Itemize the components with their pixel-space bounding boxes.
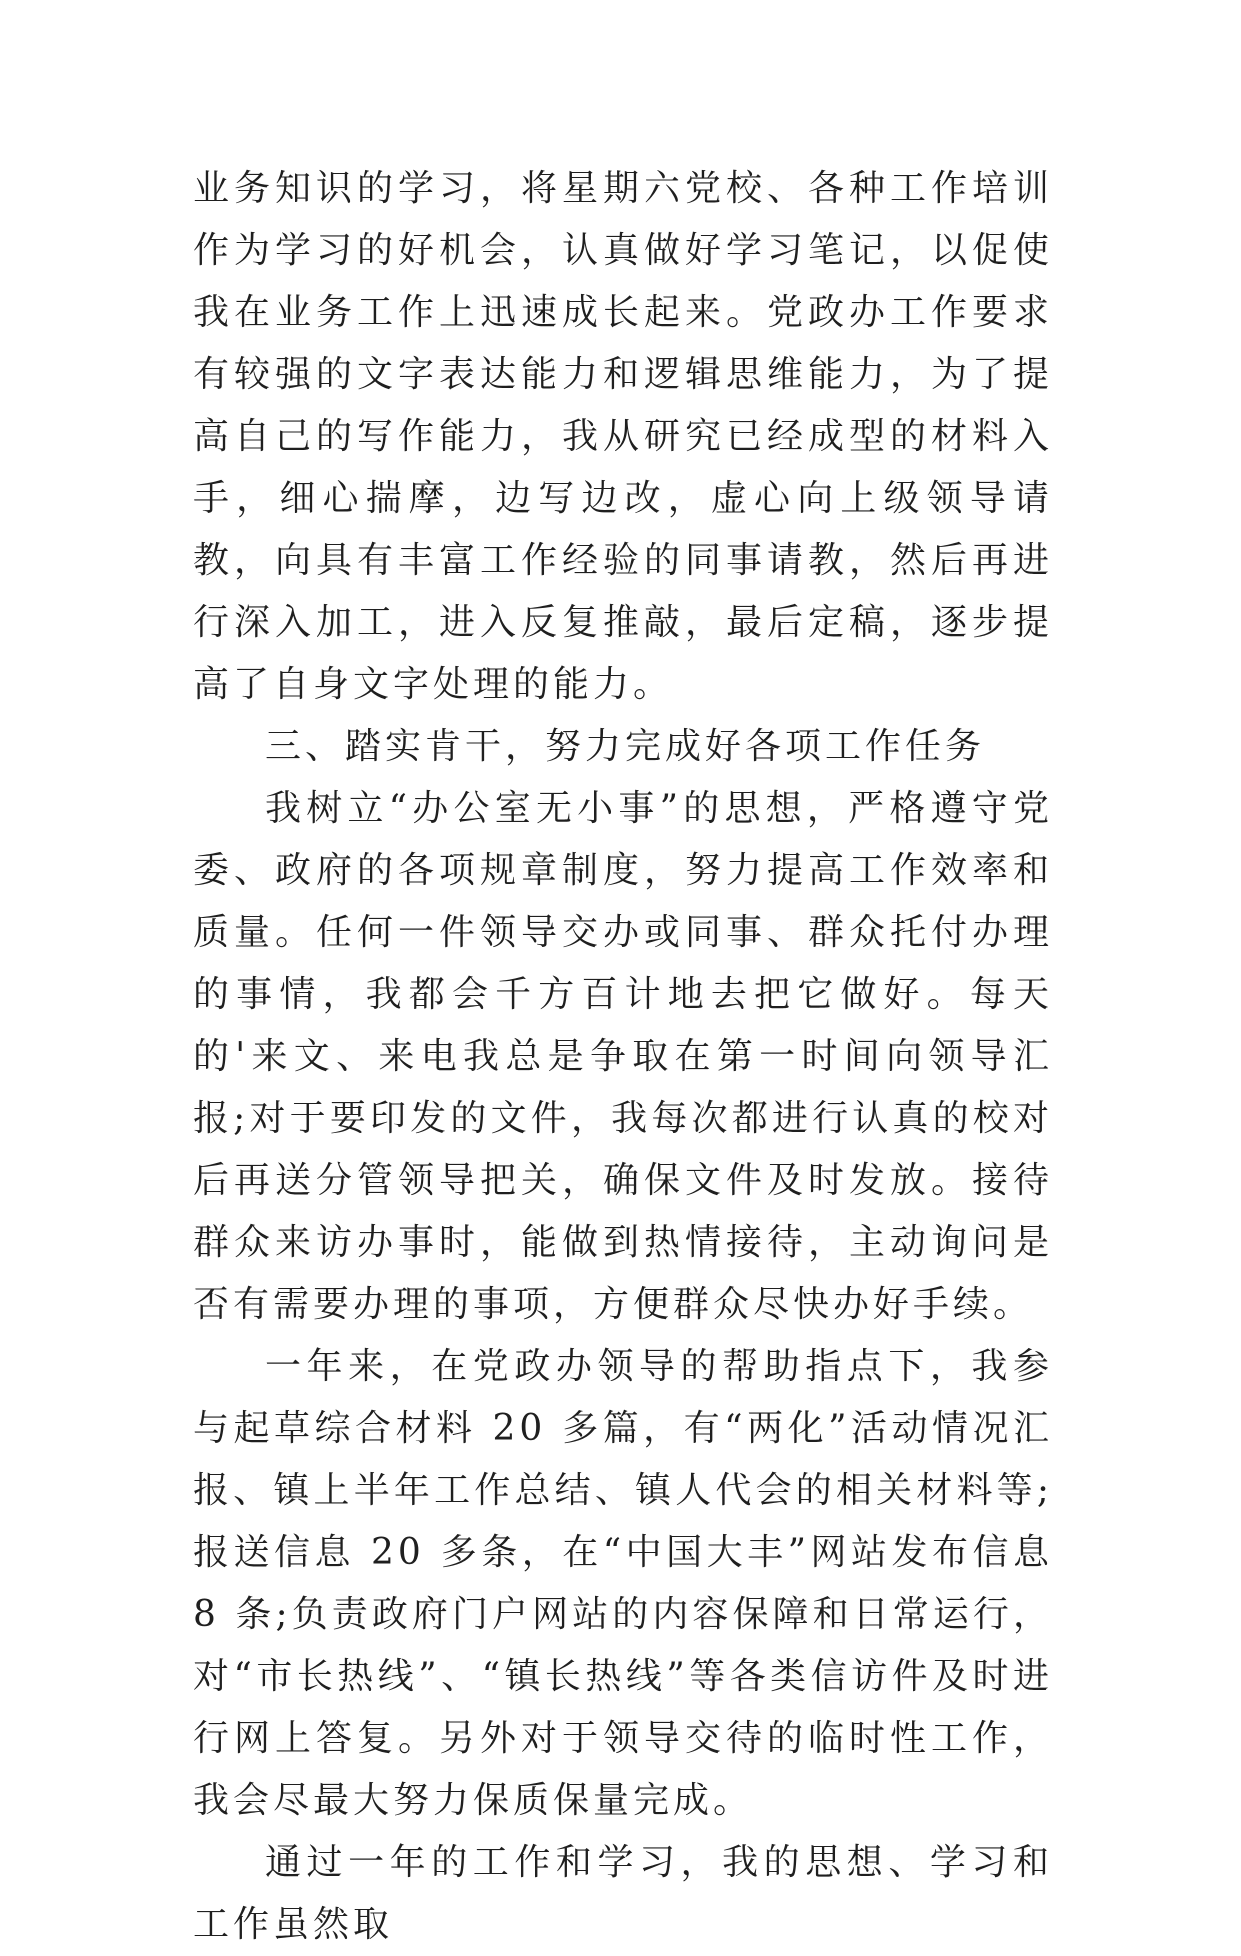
paragraph-office-work: 我树立“办公室无小事”的思想，严格遵守党委、政府的各项规章制度，努力提高工作效率和质量。任何一件领导交办或同事、群众托付办理的事情，我都会千方百计地去把它做好。每天的'来文、来电我总是争取在第一时间向领导汇报;对于要印发的文件，我每次都进行认真的校对后再送分管领导把关，确保文件及时发放。接待群众来访办事时，能做到热情接待，主动询问是否有需要办理的事项，方便群众尽快办好手续。 [193,788,1053,1325]
paragraph-achievements: 一年来，在党政办领导的帮助指点下，我参与起草综合材料 20 多篇，有“两化”活动情况汇报、镇上半年工作总结、镇人代会的相关材料等;报送信息 20 多条，在“中国大丰”网站发布信息 8 条;负责政府门户网站的内容保障和日常运行，对“市长热线”、“镇长热线”等各类信访件及时进行网上答复。另外对于领导交待的临时性工作，我会尽最大努力保质保量完成。 [193,1346,1053,1821]
paragraph-study: 业务知识的学习，将星期六党校、各种工作培训作为学习的好机会，认真做好学习笔记，以促使我在业务工作上迅速成长起来。党政办工作要求有较强的文字表达能力和逻辑思维能力，为了提高自己的写作能力，我从研究已经成型的材料入手，细心揣摩，边写边改，虚心向上级领导请教，向具有丰富工作经验的同事请教，然后再进行深入加工，进入反复推敲，最后定稿，逐步提高了自身文字处理的能力。 [193,168,1053,705]
section-heading-three: 三、踏实肯干，努力完成好各项工作任务 [265,726,986,767]
document-body [193,158,1053,1956]
paragraph-summary: 通过一年的工作和学习，我的思想、学习和工作虽然取 [193,1842,1053,1945]
